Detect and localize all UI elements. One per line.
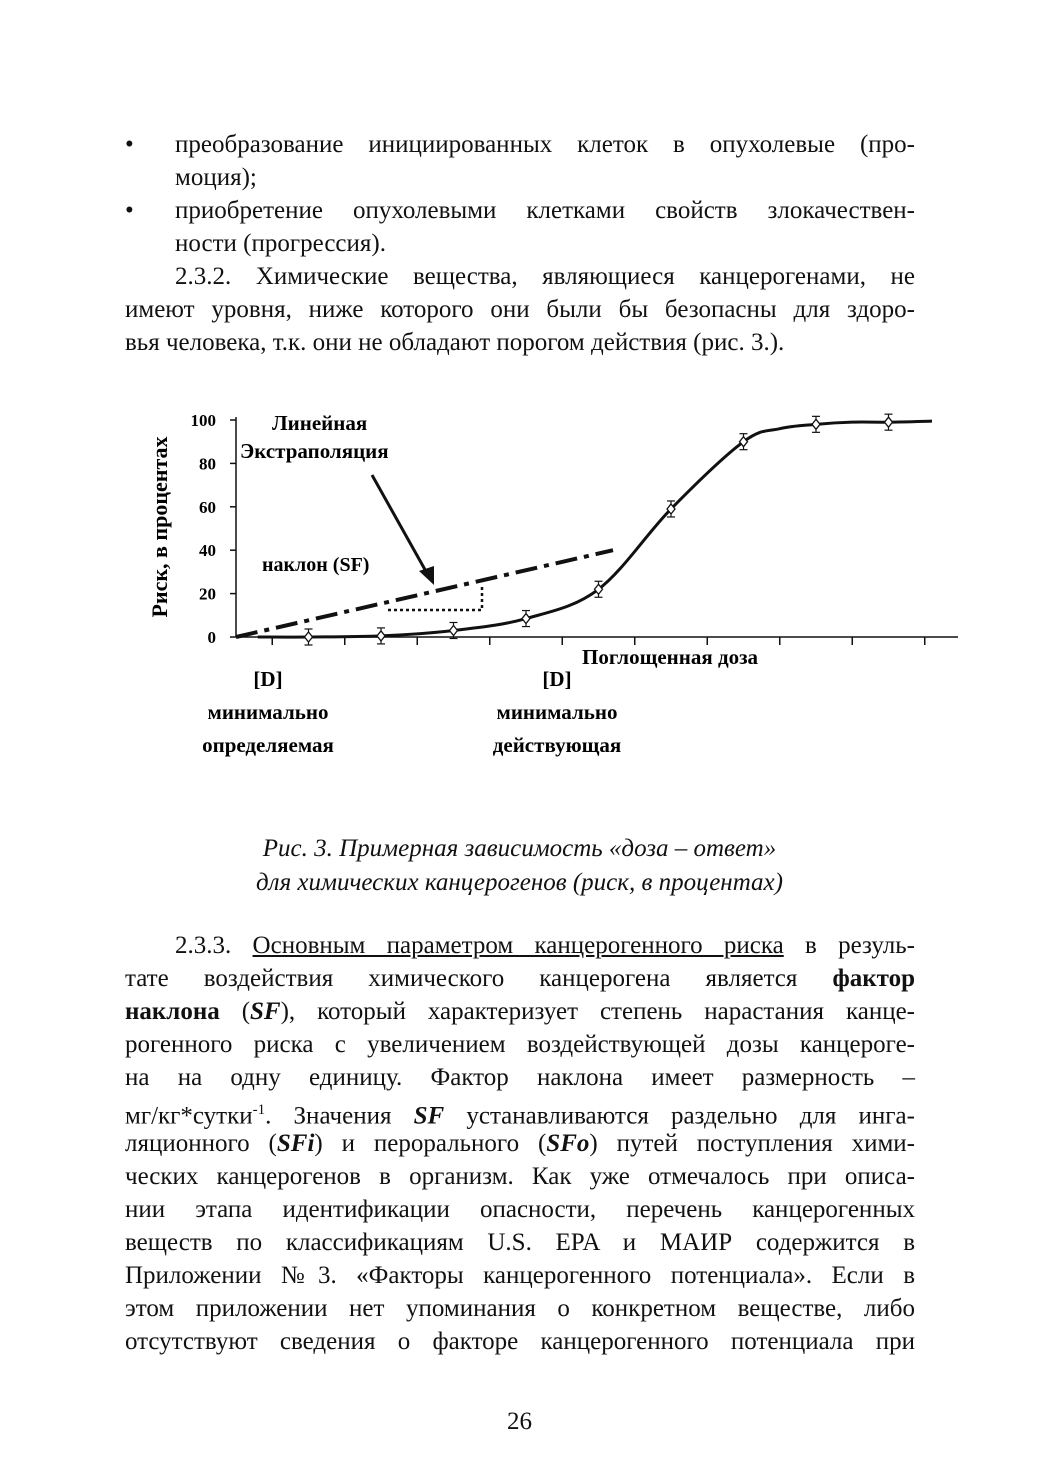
para2-line-5: на на одну единицу. Фактор наклона имеет размерность – [125,1064,915,1091]
y-axis-label: Риск, в процентах [147,436,172,618]
para2-superscript: -1 [252,1102,266,1118]
y-tick-label: 0 [207,628,216,647]
y-tick-label: 80 [199,454,216,474]
data-point [305,632,313,642]
para2-text: устанавливаются раздельно для инга- [444,1102,915,1130]
para2-line-11: Приложении №3. «Факторы канцерогенного потенциала». Если в [125,1262,915,1289]
dose-label-line: минимально [496,700,618,724]
dose-label-line: действующая [492,733,622,757]
bullet-2-line-1: приобретение опухолевыми клетками свойств злокачествен- [175,197,915,224]
dose-label-line: определяемая [202,733,334,757]
para2-line-10: веществ по классификациям U.S. EPA и МАИР содержится в [125,1229,915,1256]
data-point [377,631,385,641]
para2-text: ) путей поступления хими- [589,1130,915,1157]
para2-bold-italic: SFo [546,1130,590,1157]
x-axis-label: Поглощенная доза [582,645,759,669]
para2-bold-italic: SF [413,1102,445,1130]
para2-underlined: Основным параметром канцерогенного риска [252,932,784,959]
dose-label-bracket: [D] [253,667,283,691]
bullet-2-line-2: ности (прогрессия). [175,230,386,257]
bullet-symbol: • [125,197,134,224]
para2-text: мг/кг*сутки [125,1102,253,1130]
para2-line-12: этом приложении нет упоминания о конкретном веществе, либо [125,1295,915,1322]
page-number: 26 [507,1408,532,1435]
para2-line-13: отсутствуют сведения о факторе канцерогенного потенциала при [125,1328,915,1355]
bullet-symbol: • [125,131,134,158]
bullet-1-line-1: преобразование инициированных клеток в опухолевые (про- [175,131,915,158]
para1-line-2: имеют уровня, ниже которого они были бы безопасны для здоро- [125,296,915,323]
y-tick-label: 40 [199,541,216,561]
y-tick-label: 100 [190,411,216,430]
para2-bold-italic: SFi [276,1130,315,1157]
dose-response-chart [0,395,1039,785]
para2-number: 2.3.3. [175,932,253,959]
annotation-slope: наклон (SF) [262,554,370,576]
para2-text: ( [219,998,251,1025]
para2-line-1 [175,929,915,962]
para2-line-4: рогенного риска с увеличением воздействующей дозы канцероге- [125,1031,915,1058]
para1-line-3: вья человека, т.к. они не обладают порогом действия (рис. 3.). [125,329,785,356]
para2-text: в резуль- [783,932,915,959]
para2-bold: фактор [832,965,915,992]
para2-line-9: нии этапа идентификации опасности, перечень канцерогенных [125,1196,915,1223]
annotation-linear: Линейная [272,411,368,435]
data-point [450,625,458,635]
para2-bold-italic: SF [250,998,281,1025]
para2-line-8: ческих канцерогенов в организм. Как уже отмечалось при описа- [125,1163,915,1190]
annotation-extrapolation: Экстраполяция [240,439,389,463]
para2-bold: наклона [125,998,220,1025]
annotation-arrow [372,475,434,585]
y-tick-label: 20 [199,584,216,604]
dose-label-bracket: [D] [542,667,572,691]
para2-line-2 [125,962,915,995]
y-tick-label: 60 [199,497,216,517]
data-point [812,419,820,429]
para2-text: тате воздействия химического канцерогена является [125,965,833,992]
figure-caption-line-1: Рис. 3. Примерная зависимость «доза – ответ» [262,835,777,862]
bullet-1-line-2: моция); [175,164,257,191]
para2-line-7 [125,1127,915,1160]
para2-line-3 [125,995,915,1028]
para2-text: . Значения [265,1102,414,1130]
data-point [885,417,893,427]
figure-caption-line-2: для химических канцерогенов (риск, в процентах) [256,869,783,896]
dose-label-line: минимально [207,700,329,724]
para2-text: ляционного ( [125,1130,277,1157]
para1-line-1: 2.3.2. Химические вещества, являющиеся канцерогенами, не [175,263,915,290]
para2-text: ), который характеризует степень нарастания канце- [280,998,915,1025]
para2-text: ) и перорального ( [314,1130,547,1157]
data-point [522,614,530,624]
